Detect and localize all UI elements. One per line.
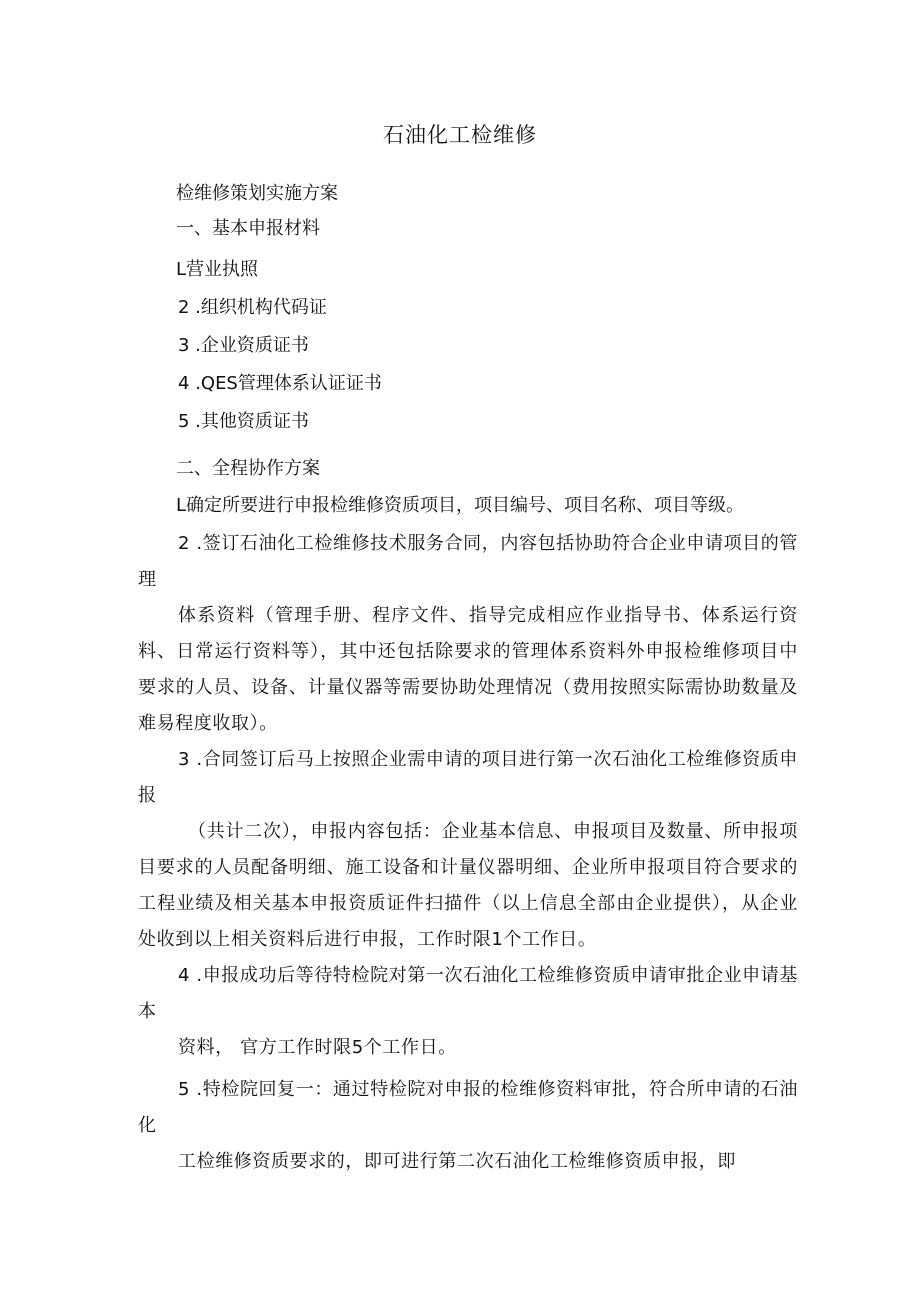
section-heading-cooperation: 二、全程协作方案	[176, 458, 320, 479]
step-5-heading: 5 .特检院回复一：通过特检院对申报的检维修资料审批，符合所申请的石油化	[138, 1079, 798, 1136]
material-item: 2 .组织机构代码证	[178, 297, 327, 318]
step-4-body: 资料， 官方工作时限5个工作日。	[178, 1037, 457, 1058]
plan-subtitle: 检维修策划实施方案	[176, 183, 338, 204]
section-heading-materials: 一、基本申报材料	[176, 218, 320, 239]
material-item: 4 .QES管理体系认证证书	[178, 373, 382, 394]
step-3-heading: 3 .合同签订后马上按照企业需申请的项目进行第一次石油化工检维修资质申报	[138, 749, 798, 806]
step-5-body: 工检维修资质要求的，即可进行第二次石油化工检维修资质申报，即	[178, 1151, 736, 1172]
document-title: 石油化工检维修	[383, 123, 537, 147]
step-1: L确定所要进行申报检维修资质项目，项目编号、项目名称、项目等级。	[176, 495, 745, 516]
material-item: 5 .其他资质证书	[178, 411, 309, 432]
material-item: L营业执照	[176, 259, 259, 280]
step-3-body: （共计二次），申报内容包括：企业基本信息、申报项目及数量、所申报项目要求的人员配备明细、施工设备和计量仪器明细、企业所申报项目符合要求的工程业绩及相关基本申报资质证件扫描件（以上信息全部由企业提供），从企业处收到以上相关资料后进行申报，工作时限1个工作日。	[138, 821, 798, 950]
material-item: 3 .企业资质证书	[178, 335, 309, 356]
step-2-body: 体系资料（管理手册、程序文件、指导完成相应作业指导书、体系运行资料、日常运行资料等），其中还包括除要求的管理体系资料外申报检维修项目中要求的人员、设备、计量仪器等需要协助处理情况（费用按照实际需协助数量及难易程度收取）。	[138, 605, 798, 734]
step-2-heading: 2 .签订石油化工检维修技术服务合同，内容包括协助符合企业申请项目的管理	[138, 533, 798, 590]
step-4-heading: 4 .申报成功后等待特检院对第一次石油化工检维修资质申请审批企业申请基本	[138, 965, 798, 1022]
